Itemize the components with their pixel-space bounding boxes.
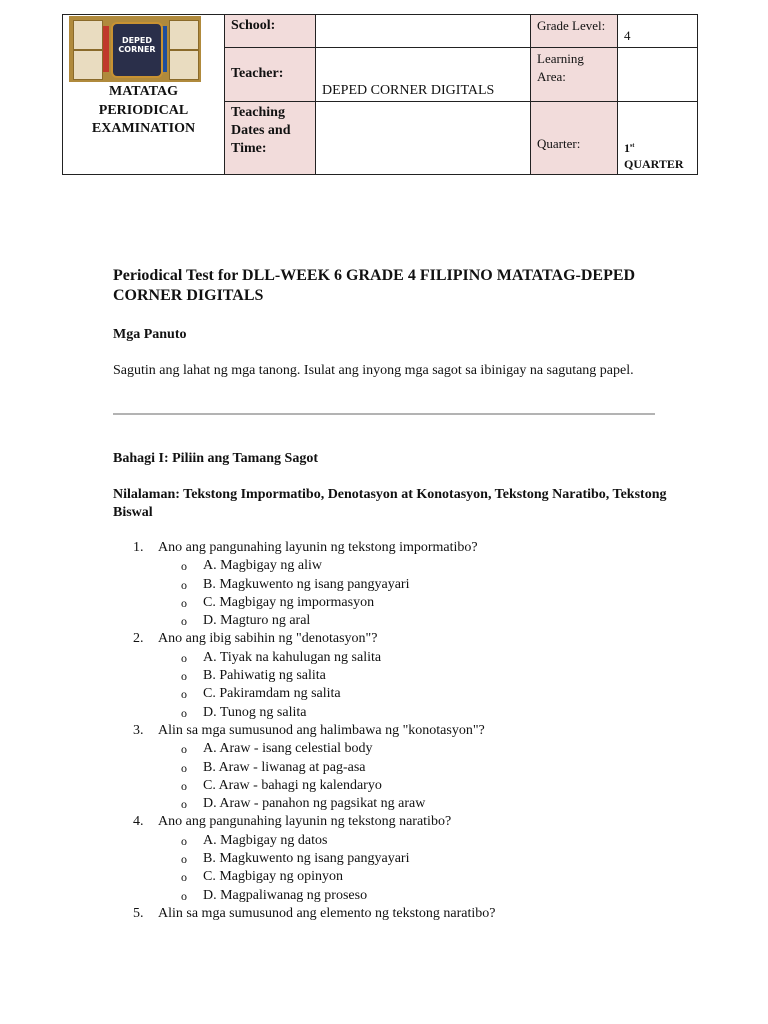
option-text: C. Araw - bahagi ng kalendaryo [203, 777, 382, 793]
school-value [316, 15, 531, 48]
option-text: B. Magkuwento ng isang pangyayari [203, 851, 410, 867]
option-text: B. Araw - liwanag at pag-asa [203, 759, 366, 775]
answer-option [113, 740, 496, 758]
answer-option [113, 795, 496, 813]
learning-area-label: Learning Area: [531, 48, 618, 101]
answer-option [113, 612, 496, 630]
divider [113, 413, 655, 415]
question-number: 4. [133, 814, 144, 830]
option-list [158, 740, 496, 813]
question-item [113, 539, 496, 630]
option-text: B. Magkuwento ng isang pangyayari [203, 576, 410, 592]
question-text: Alin sa mga sumusunod ang elemento ng tekstong naratibo? [158, 905, 496, 921]
option-text: C. Pakiramdam ng salita [203, 686, 341, 702]
question-text: Ano ang pangunahing layunin ng tekstong impormatibo? [158, 540, 478, 555]
question-number: 1. [133, 540, 144, 555]
option-text: D. Araw - panahon ng pagsikat ng araw [203, 796, 426, 812]
bullet-icon: o [181, 742, 187, 757]
bullet-icon: o [181, 705, 187, 720]
option-list [158, 649, 496, 722]
test-title: Periodical Test for DLL-WEEK 6 GRADE 4 FILIPINO MATATAG-DEPED CORNER DIGITALS [113, 267, 636, 304]
content-heading: Nilalaman: Tekstong Impormatibo, Denotasyon at Konotasyon, Tekstong Naratibo, Tekstong Biswal [113, 487, 667, 520]
question-text: Alin sa mga sumusunod ang halimbawa ng "konotasyon"? [158, 722, 485, 738]
question-item [113, 630, 496, 721]
answer-option [113, 759, 496, 777]
bullet-icon: o [181, 669, 187, 684]
answer-option [113, 594, 496, 612]
bullet-icon: o [181, 852, 187, 867]
question-number: 2. [133, 631, 144, 647]
answer-option [113, 576, 496, 594]
bullet-icon: o [181, 870, 187, 885]
answer-option [113, 777, 496, 795]
quarter-word: QUARTER [624, 157, 684, 171]
teaching-dates-label: Teaching Dates and Time: [225, 101, 316, 174]
answer-option [113, 667, 496, 685]
instructions-heading: Mga Panuto [113, 327, 187, 342]
quarter-ordinal: st [630, 143, 635, 149]
bullet-icon: o [181, 687, 187, 702]
bullet-icon: o [181, 760, 187, 775]
exam-title: MATATAG PERIODICAL EXAMINATION [91, 84, 196, 136]
bullet-icon: o [181, 888, 187, 903]
answer-option [113, 704, 496, 722]
grade-level-value: 4 [618, 15, 698, 48]
bullet-icon: o [181, 833, 187, 848]
option-text: C. Magbigay ng impormasyon [203, 594, 375, 610]
quarter-value [618, 101, 698, 174]
question-list [113, 539, 496, 923]
question-item [113, 722, 496, 813]
answer-option [113, 868, 496, 886]
option-text: A. Magbigay ng aliw [203, 558, 322, 574]
question-text: Ano ang ibig sabihin ng "denotasyon"? [158, 631, 378, 647]
option-text: D. Magturo ng aral [203, 613, 311, 629]
teacher-value: DEPED CORNER DIGITALS [316, 48, 531, 101]
bullet-icon: o [181, 577, 187, 592]
question-number: 3. [133, 722, 144, 738]
option-text: C. Magbigay ng opinyon [203, 869, 343, 885]
teacher-label: Teacher: [225, 48, 316, 101]
school-label: School: [225, 15, 316, 48]
grade-level-label: Grade Level: [531, 15, 618, 48]
bullet-icon: o [181, 650, 187, 665]
deped-corner-logo [69, 16, 201, 82]
option-text: B. Pahiwatig ng salita [203, 668, 326, 684]
answer-option [113, 649, 496, 667]
bullet-icon: o [181, 778, 187, 793]
quarter-label: Quarter: [531, 101, 618, 174]
bullet-icon: o [181, 595, 187, 610]
answer-option [113, 685, 496, 703]
answer-option [113, 832, 496, 850]
option-text: A. Araw - isang celestial body [203, 741, 373, 757]
option-text: A. Magbigay ng datos [203, 832, 328, 848]
option-list [158, 557, 496, 630]
logo-cell [63, 15, 225, 175]
logo-text: DEPED CORNER [118, 36, 156, 54]
answer-option [113, 850, 496, 868]
option-text: D. Magpaliwanag ng proseso [203, 887, 368, 903]
question-item [113, 813, 496, 904]
part-heading: Bahagi I: Piliin ang Tamang Sagot [113, 451, 319, 466]
question-item [113, 905, 496, 923]
answer-option [113, 887, 496, 905]
instructions-text: Sagutin ang lahat ng mga tanong. Isulat ang inyong mga sagot sa ibinigay na sagutang papel. [113, 363, 634, 378]
option-text: A. Tiyak na kahulugan ng salita [203, 649, 382, 665]
teaching-dates-value [316, 101, 531, 174]
header-table [62, 14, 698, 175]
question-number: 5. [133, 905, 144, 921]
option-text: D. Tunog ng salita [203, 704, 307, 720]
bullet-icon: o [181, 614, 187, 629]
bullet-icon: o [181, 797, 187, 812]
option-list [158, 832, 496, 905]
question-text: Ano ang pangunahing layunin ng tekstong naratibo? [158, 814, 452, 830]
answer-option [113, 557, 496, 575]
bullet-icon: o [181, 559, 187, 574]
quarter-number: 1 [624, 141, 630, 155]
learning-area-value [618, 48, 698, 101]
